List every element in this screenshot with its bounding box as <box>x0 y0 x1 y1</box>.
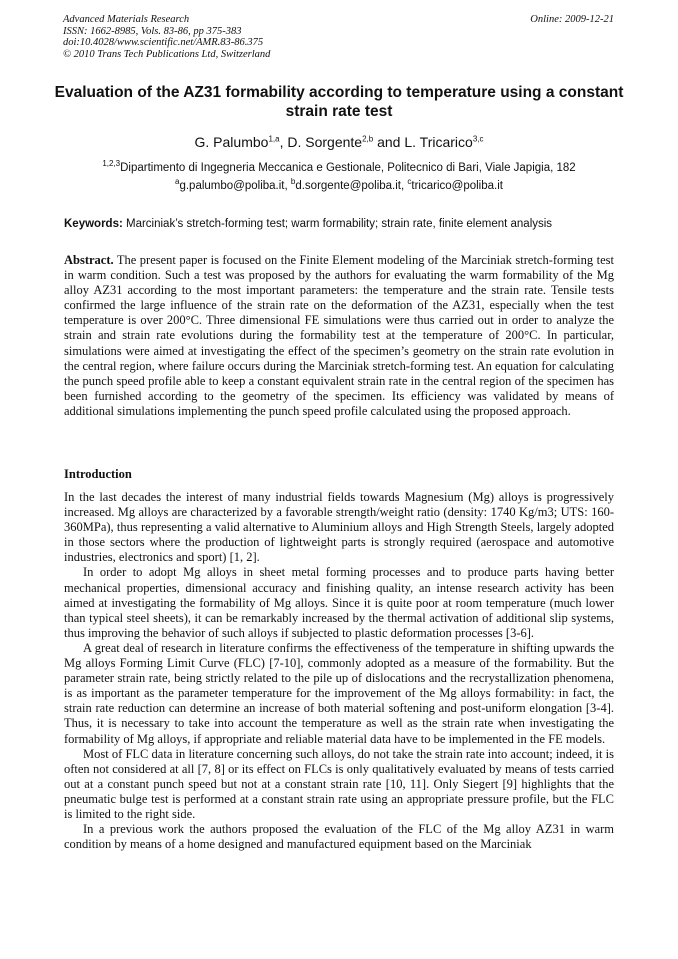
affiliation-mark: 1,2,3 <box>102 159 121 169</box>
abstract-label: Abstract. <box>64 253 114 267</box>
abstract-text: The present paper is focused on the Finite Element modeling of the Marciniak stretch-forming test in warm condition. Such a test was proposed by the authors for evaluating the warm formability of the Mg alloy AZ31 according to the most important parameters: the temperature and the strain rate. Tensile tests confirmed the large influence of the strain rate on the deformation of the AZ31, especially when the test temperature is over 200°C. Three dimensional FE simulations were thus carried out in order to analyze the strain and strain rate evolutions during the formability test at the temperature of 200°C. In particular, simulations were aimed at investigating the effect of the specimen’s geometry on the strain rate evolution in the central region, where failure occurs during the Marciniak stretch-forming test. An equation for calculating the punch speed profile able to keep a constant equivalent strain rate in the central region of the specimen has been furnished according to the geometry of the specimen. Its efficiency was validated by means of additional simulations implementing the punch speed profile calculated using the proposed approach. <box>64 253 614 418</box>
email-separator: , <box>401 180 408 192</box>
email-address[interactable]: d.sorgente@poliba.it <box>295 180 401 192</box>
section-heading-introduction: Introduction <box>64 467 132 481</box>
author-name: D. Sorgente <box>287 134 363 150</box>
introduction-body <box>64 490 614 852</box>
keywords-text: Marciniak’s stretch-forming test; warm formability; strain rate, finite element analysis <box>122 218 553 230</box>
email-mark: b <box>290 177 296 187</box>
keywords <box>64 217 616 231</box>
author-separator: , <box>279 134 288 150</box>
paragraph: A great deal of research in literature confirms the effectiveness of the temperature in shifting upwards the Mg alloys Forming Limit Curve (FLC) [7-10], commonly adopted as a measure of the formability. But the parameter strain rate, being strictly related to the pile up of dislocations and the recrystallization phenomena, is as important as the parameter temperature for the improvement of the Mg alloys formability: in fact, the strain rate reduction can determine an increase of both material softening and post-uniform elongation [3-4]. Thus, it is necessary to take into account the temperature as well as the strain rate when investigating the formability of Mg alloys, if appropriate and reliable material data have to be implemented in the FE models. <box>64 640 614 746</box>
email-mark: a <box>175 177 180 187</box>
journal-name: Advanced Materials Research <box>63 14 190 25</box>
issn-line: ISSN: 1662-8985, Vols. 83-86, pp 375-383 <box>63 25 242 37</box>
author-affiliation-mark: 2,b <box>362 134 374 144</box>
email-address[interactable]: g.palumbo@poliba.it <box>179 180 285 192</box>
author-affiliation-mark: 1,a <box>268 134 280 144</box>
paragraph: Most of FLC data in literature concerning such alloys, do not take the strain rate into account; indeed, it is often not considered at all [7, 8] or its effect on FLCs is only qualitatively evaluated by means of tests carried out at a constant punch speed but not at a constant strain rate [10, 11]. Only Siegert [9] highlights that the pneumatic bulge test is performed at a constant strain rate using an appropriate pressure profile, but the FLC is limited to the right side. <box>64 746 614 821</box>
copyright-line: © 2010 Trans Tech Publications Ltd, Switzerland <box>63 48 271 60</box>
doi-line: doi:10.4028/www.scientific.net/AMR.83-86.375 <box>63 37 264 48</box>
paragraph: In order to adopt Mg alloys in sheet metal forming processes and to produce parts having better mechanical properties, dimensional accuracy and finishing quality, an intense research activity has been aimed at investigating the formability of Mg alloys. Since it is quite poor at room temperature (much lower than typical steel sheets), it can be remarkably increased by the thermal activation of additional slip systems, thus improving the behavior of such alloys if subjected to plastic deformation processes [3-6]. <box>64 565 614 640</box>
affiliation-text: Dipartimento di Ingegneria Meccanica e Gestionale, Politecnico di Bari, Viale Japigia, 182 <box>120 162 576 174</box>
author-name: G. Palumbo <box>194 134 269 150</box>
author-list <box>40 133 638 151</box>
affiliation <box>40 161 638 175</box>
journal-header <box>63 14 270 60</box>
abstract <box>64 253 614 419</box>
author-separator: and <box>373 134 405 150</box>
email-address[interactable]: tricarico@poliba.it <box>411 180 503 192</box>
online-date: Online: 2009-12-21 <box>530 14 614 25</box>
paragraph: In a previous work the authors proposed the evaluation of the FLC of the Mg alloy AZ31 in warm condition by means of a home designed and manufactured equipment based on the Marciniak <box>64 822 614 852</box>
paper-title: Evaluation of the AZ31 formability according to temperature using a constant strain rate test <box>54 84 624 120</box>
email-separator: , <box>284 180 291 192</box>
author-affiliation-mark: 3,c <box>472 134 484 144</box>
author-name: L. Tricarico <box>404 134 473 150</box>
author-emails <box>40 179 638 193</box>
keywords-label: Keywords: <box>64 218 123 230</box>
email-mark: c <box>407 177 412 187</box>
paragraph: In the last decades the interest of many industrial fields towards Magnesium (Mg) alloys is progressively increased. Mg alloys are characterized by a favorable strength/weight ratio (density: 1740 Kg/m3; UTS: 160-360MPa), thus representing a valid alternative to Aluminium alloys and High Strength Steels, largely adopted in those sectors where the production of lightweight parts is strongly required (aerospace and automotive industries, electronics and sport) [1, 2]. <box>64 490 614 565</box>
